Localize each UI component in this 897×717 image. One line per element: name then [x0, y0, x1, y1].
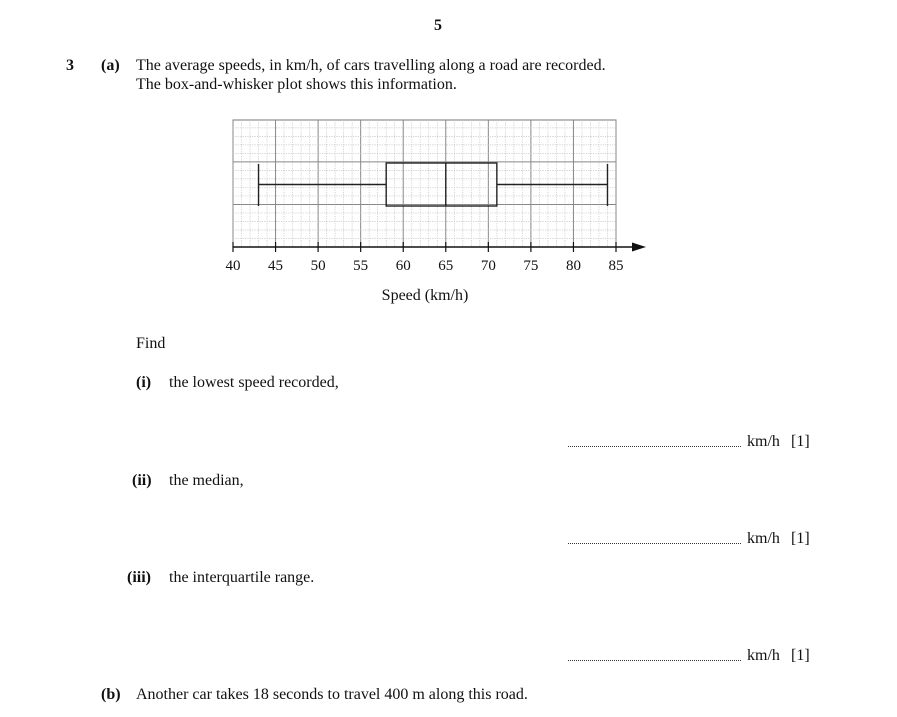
x-tick-label: 40 [225, 258, 241, 274]
x-tick-label: 75 [523, 258, 539, 274]
subpart-ii-text: the median, [169, 472, 244, 489]
part-a-text-line2: The box-and-whisker plot shows this information. [136, 76, 457, 93]
answer-line-iii[interactable] [568, 660, 741, 661]
x-tick-label: 45 [268, 258, 284, 274]
x-tick-label: 50 [310, 258, 326, 274]
x-axis-label: Speed (km/h) [381, 287, 469, 304]
x-tick-label: 60 [395, 258, 411, 274]
marks-i: [1] [791, 433, 810, 450]
marks-iii: [1] [791, 647, 810, 664]
x-tick-label: 65 [438, 258, 454, 274]
subpart-ii-label: (ii) [132, 472, 152, 489]
answer-line-i[interactable] [568, 446, 741, 447]
answer-unit-ii: km/h [747, 530, 780, 547]
subpart-i-text: the lowest speed recorded, [169, 374, 339, 391]
page-number: 5 [434, 17, 442, 34]
answer-line-ii[interactable] [568, 543, 741, 544]
find-label: Find [136, 335, 166, 352]
box-plot-chart [0, 0, 897, 320]
part-a-text-line1: The average speeds, in km/h, of cars travelling along a road are recorded. [136, 57, 606, 74]
part-a-label: (a) [101, 57, 120, 74]
part-b-label: (b) [101, 686, 121, 703]
x-tick-label: 85 [608, 258, 624, 274]
subpart-iii-label: (iii) [127, 569, 151, 586]
grid [233, 120, 616, 247]
answer-unit-iii: km/h [747, 647, 780, 664]
subpart-i-label: (i) [136, 374, 152, 391]
x-tick-label: 55 [353, 258, 369, 274]
x-tick-label: 80 [565, 258, 581, 274]
part-b-text: Another car takes 18 seconds to travel 400 m along this road. [136, 686, 528, 703]
marks-ii: [1] [791, 530, 810, 547]
grid-border [233, 120, 616, 247]
subpart-iii-text: the interquartile range. [169, 569, 315, 586]
question-number: 3 [66, 57, 74, 74]
x-axis-arrow [632, 243, 646, 252]
answer-unit-i: km/h [747, 433, 780, 450]
x-tick-label: 70 [480, 258, 496, 274]
